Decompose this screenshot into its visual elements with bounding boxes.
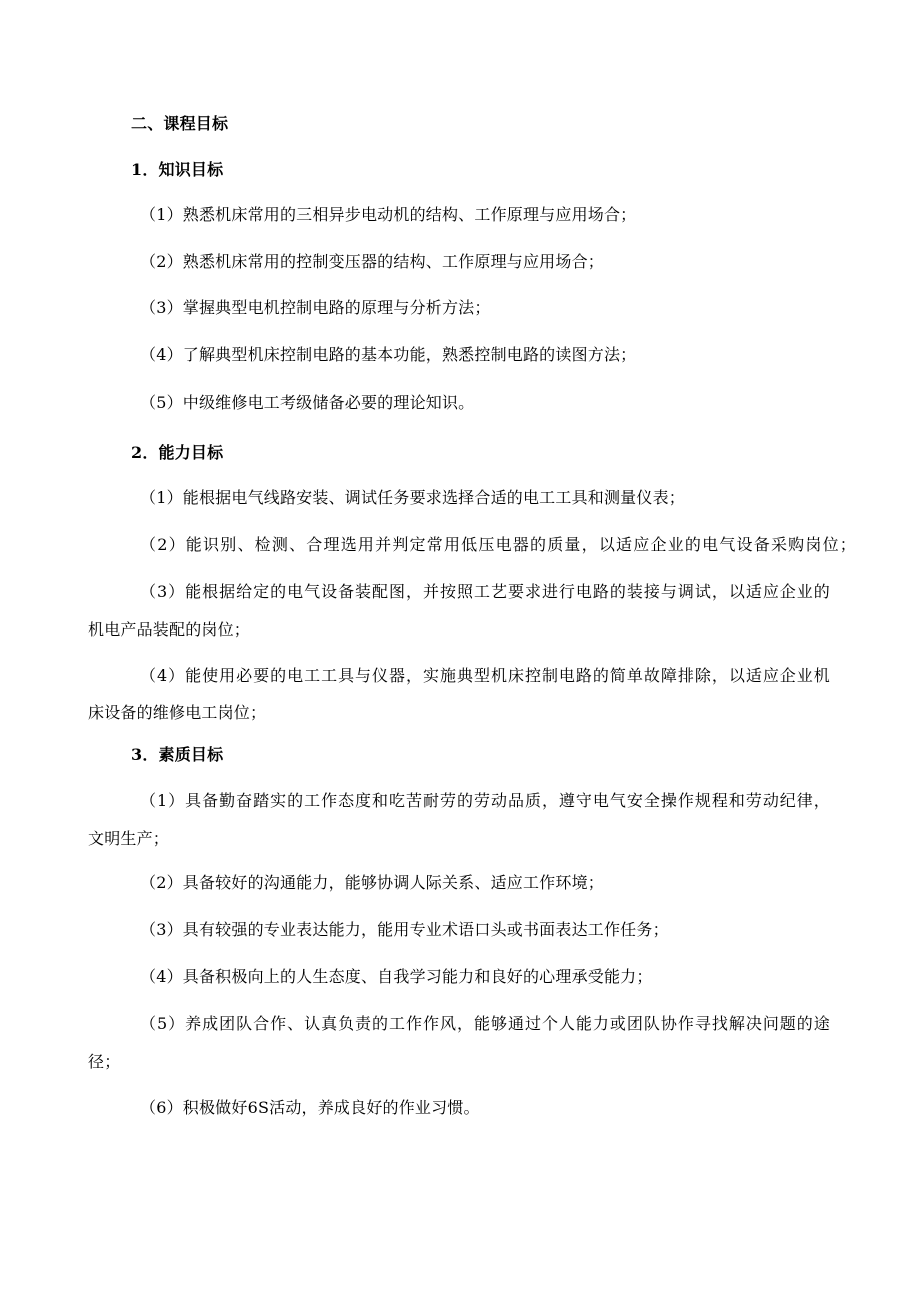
quality-item-5-line-2: 径； — [88, 1052, 121, 1071]
ability-item-1: （1）能根据电气线路安装、调试任务要求选择合适的电工工具和测量仪表； — [140, 488, 685, 507]
section-title: 二、课程目标 — [131, 114, 229, 133]
ability-item-4-line-2: 床设备的维修电工岗位； — [88, 703, 267, 722]
quality-item-3: （3）具有较强的专业表达能力，能用专业术语口头或书面表达工作任务； — [140, 920, 669, 939]
ability-item-3-line-2: 机电产品装配的岗位； — [88, 620, 251, 639]
ability-item-2: （2）能识别、检测、合理选用并判定常用低压电器的质量，以适应企业的电气设备采购岗位； — [140, 535, 856, 554]
quality-heading: 3．素质目标 — [131, 745, 224, 764]
quality-item-1-line-2: 文明生产； — [88, 829, 170, 848]
ability-item-4-line-1: （4）能使用必要的电工工具与仪器，实施典型机床控制电路的简单故障排除，以适应企业机 — [140, 666, 830, 685]
quality-item-1-line-1: （1）具备勤奋踏实的工作态度和吃苦耐劳的劳动品质，遵守电气安全操作规程和劳动纪律， — [140, 791, 830, 810]
quality-item-5-line-1: （5）养成团队合作、认真负责的工作作风，能够通过个人能力或团队协作寻找解决问题的途 — [140, 1014, 830, 1033]
knowledge-item-5: （5）中级维修电工考级储备必要的理论知识。 — [140, 393, 475, 412]
ability-item-3-line-1: （3）能根据给定的电气设备装配图，并按照工艺要求进行电路的装接与调试，以适应企业的 — [140, 582, 830, 601]
quality-item-2: （2）具备较好的沟通能力，能够协调人际关系、适应工作环境； — [140, 873, 604, 892]
quality-item-6: （6）积极做好6S活动，养成良好的作业习惯。 — [140, 1098, 480, 1117]
knowledge-item-2: （2）熟悉机床常用的控制变压器的结构、工作原理与应用场合； — [140, 252, 604, 271]
knowledge-heading: 1．知识目标 — [131, 160, 224, 179]
quality-item-4: （4）具备积极向上的人生态度、自我学习能力和良好的心理承受能力； — [140, 967, 653, 986]
knowledge-item-1: （1）熟悉机床常用的三相异步电动机的结构、工作原理与应用场合； — [140, 205, 637, 224]
ability-heading: 2．能力目标 — [131, 443, 224, 462]
knowledge-item-4: （4）了解典型机床控制电路的基本功能，熟悉控制电路的读图方法； — [140, 345, 637, 364]
knowledge-item-3: （3）掌握典型电机控制电路的原理与分析方法； — [140, 298, 491, 317]
